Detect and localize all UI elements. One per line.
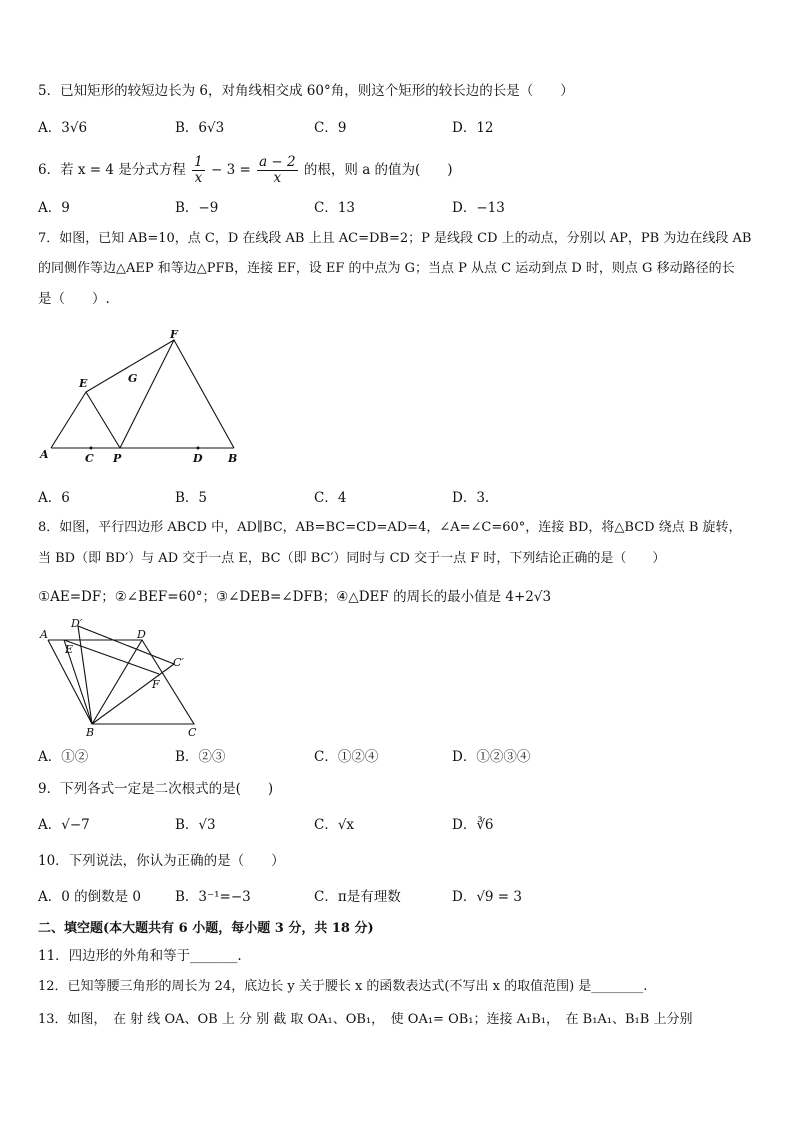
q8-label-f: F	[152, 678, 160, 691]
q7-label-p: P	[113, 452, 122, 465]
q10-option-d: D．√9 = 3	[452, 889, 522, 905]
q6-option-d: D．−13	[452, 200, 505, 216]
q9-option-d: D．∛6	[452, 817, 494, 833]
q9-option-b: B．√3	[175, 817, 216, 833]
q6-stem-pre: 6．若 x = 4 是分式方程	[38, 162, 186, 178]
q9-stem: 9．下列各式一定是二次根式的是( )	[38, 781, 274, 797]
q6-option-b: B．−9	[175, 200, 219, 216]
q6-frac2-num: a − 2	[259, 154, 296, 170]
q6-option-a: A．9	[38, 200, 70, 216]
q5-option-d: D．12	[452, 120, 494, 136]
q5-option-c: C．9	[314, 120, 347, 136]
q7-label-e: E	[79, 377, 88, 390]
q7-label-a: A	[40, 448, 49, 461]
q9-option-c: C．√x	[314, 817, 355, 833]
q6-fraction-1	[192, 155, 205, 186]
q7-figure	[36, 330, 246, 470]
q10-stem: 10．下列说法，你认为正确的是（ ）	[38, 853, 285, 869]
q6-fraction-2	[257, 155, 298, 186]
q12-stem: 12．已知等腰三角形的周长为 24，底边长 y 关于腰长 x 的函数表达式(不写出 x 的取值范围) 是________.	[38, 979, 648, 994]
q7-label-g: G	[128, 372, 138, 385]
q7-label-f: F	[170, 330, 178, 341]
q7-label-c: C	[85, 452, 94, 465]
q10-option-a: A．0 的倒数是 0	[38, 889, 142, 905]
q7-option-c: C．4	[314, 490, 347, 506]
q6-frac2-den: x	[273, 170, 282, 186]
q6-option-c: C．13	[314, 200, 356, 216]
q6-stem	[38, 153, 453, 187]
q8-line-1: 8．如图，平行四边形 ABCD 中，AD∥BC，AB=BC=CD=AD=4，∠A=∠C=60°，连接 BD，将△BCD 绕点 B 旋转，	[38, 520, 742, 535]
q5-stem: 5．已知矩形的较短边长为 6，对角线相交成 60°角，则这个矩形的较长边的长是（ ）	[38, 83, 574, 99]
q11-stem: 11．四边形的外角和等于_______.	[38, 948, 242, 964]
section-heading-fill-in: 二、填空题(本大题共有 6 小题，每小题 3 分，共 18 分)	[38, 921, 374, 936]
q13-stem: 13．如图， 在 射 线 OA、OB 上 分 别 截 取 OA₁、OB₁， 使 OA₁= OB₁；连接 A₁B₁， 在 B₁A₁、B₁B 上分别	[38, 1012, 693, 1027]
q7-line-1: 7．如图，已知 AB=10，点 C，D 在线段 AB 上且 AC=DB=2；P 是线段 CD 上的动点，分别以 AP，PB 为边在线段 AB	[38, 231, 752, 246]
q7-option-b: B．5	[175, 490, 208, 506]
q9-option-a: A．√−7	[38, 817, 90, 833]
q10-option-c: C．π是有理数	[314, 889, 401, 905]
q8-option-d: D．①②③④	[452, 749, 531, 765]
q6-frac1-num: 1	[194, 154, 203, 170]
q8-label-a: A	[40, 628, 48, 641]
q8-line-2: 当 BD（即 BD′）与 AD 交于一点 E，BC（即 BC′）同时与 CD 交于一点 F 时，下列结论正确的是（ ）	[38, 551, 666, 566]
q8-figure	[36, 616, 206, 740]
q8-option-b: B．②③	[175, 749, 226, 765]
q5-option-a: A．3√6	[38, 120, 88, 136]
q10-option-b: B．3⁻¹=−3	[175, 889, 251, 905]
q7-line-3: 是（ ）.	[38, 291, 110, 307]
q6-minus3: − 3 =	[210, 162, 251, 178]
q5-option-b: B．6√3	[175, 120, 225, 136]
q8-option-a: A．①②	[38, 749, 89, 765]
q7-label-d: D	[193, 452, 203, 465]
q8-option-c: C．①②④	[314, 749, 379, 765]
q8-line-3: ①AE=DF；②∠BEF=60°；③∠DEB=∠DFB；④△DEF 的周长的最小值是 4+2√3	[38, 589, 552, 605]
q8-label-d-prime: D′	[71, 617, 83, 630]
q8-label-b: B	[86, 726, 95, 739]
q8-label-c: C	[188, 726, 197, 739]
q6-frac1-den: x	[194, 170, 203, 186]
q8-label-c-prime: C′	[173, 656, 184, 669]
q7-line-2: 的同侧作等边△AEP 和等边△PFB，连接 EF，设 EF 的中点为 G；当点 P 从点 C 运动到点 D 时，则点 G 移动路径的长	[38, 261, 735, 276]
q7-option-d: D．3.	[452, 490, 490, 506]
q6-stem-post: 的根，则 a 的值为( )	[303, 162, 453, 178]
q8-label-e: E	[65, 643, 74, 656]
q7-label-b: B	[228, 452, 238, 465]
q7-option-a: A．6	[38, 490, 70, 506]
q8-label-d: D	[137, 628, 146, 641]
